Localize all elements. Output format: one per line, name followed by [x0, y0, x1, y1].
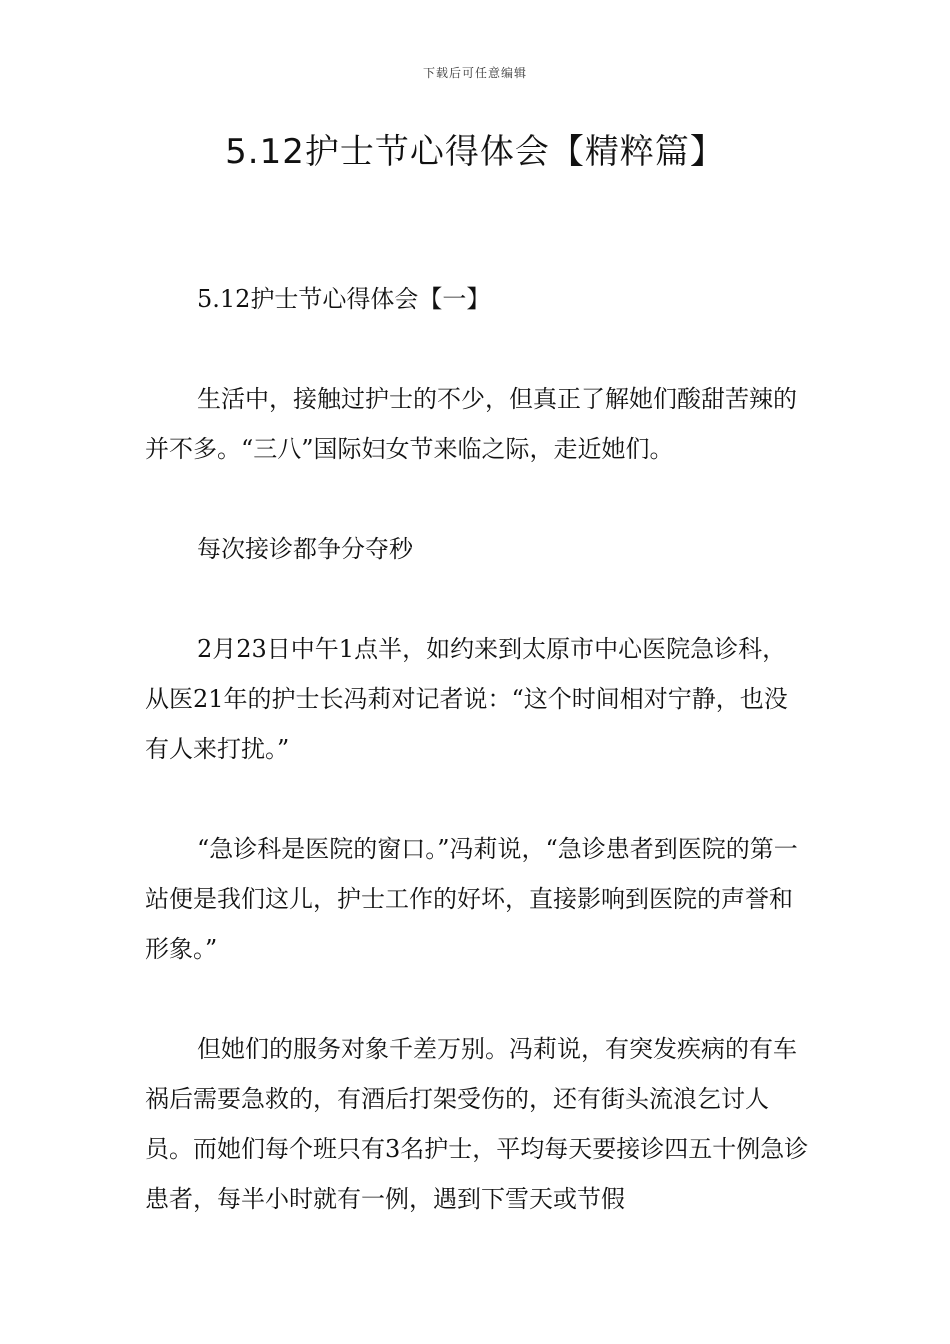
paragraph: 2月23日中午1点半，如约来到太原市中心医院急诊科，从医21年的护士长冯莉对记者说：“这个时间相对宁静，也没有人来打扰。”: [145, 635, 788, 763]
paragraph-spacer: [145, 324, 810, 374]
subheading: 每次接诊都争分夺秒: [197, 535, 413, 563]
paragraph-spacer: [145, 774, 810, 824]
paragraph-spacer: [145, 474, 810, 524]
paragraph-spacer: [145, 974, 810, 1024]
paragraph-spacer: [145, 574, 810, 624]
document-body: [145, 274, 810, 1224]
section-heading: 5.12护士节心得体会【一】: [197, 285, 491, 313]
page-header-note: 下载后可任意编辑: [422, 66, 527, 80]
paragraph: 生活中，接触过护士的不少，但真正了解她们酸甜苦辣的并不多。“三八”国际妇女节来临之际，走近她们。: [145, 385, 797, 463]
document-title: 5.12护士节心得体会【精粹篇】: [225, 132, 725, 172]
paragraph: “急诊科是医院的窗口。”冯莉说，“急诊患者到医院的第一站便是我们这儿，护士工作的好坏，直接影响到医院的声誉和形象。”: [145, 835, 798, 963]
paragraph: 但她们的服务对象千差万别。冯莉说，有突发疾病的有车祸后需要急救的，有酒后打架受伤的，还有街头流浪乞讨人员。而她们每个班只有3名护士，平均每天要接诊四五十例急诊患者，每半小时就有一例，遇到下雪天或节假: [145, 1035, 809, 1213]
